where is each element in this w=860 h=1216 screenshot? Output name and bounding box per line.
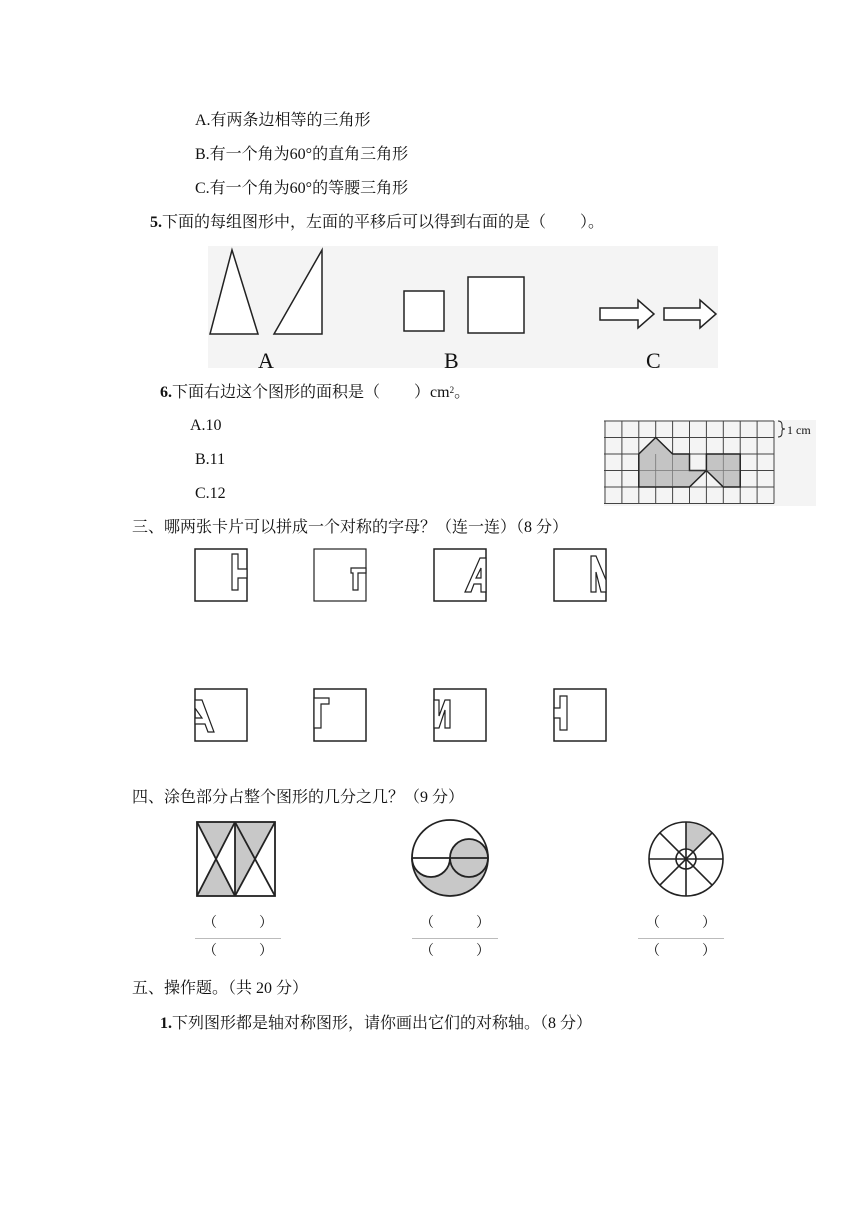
- paren-open: （: [203, 944, 217, 959]
- q4-option-b: B.有一个角为60°的直角三角形: [195, 146, 409, 163]
- paren-close: ）: [702, 916, 716, 931]
- q5-b-small-square: [404, 291, 444, 331]
- paren-close: ）: [259, 916, 273, 931]
- card-bottom-2[interactable]: [313, 688, 367, 742]
- paren-open: （: [203, 916, 217, 931]
- q6-text: 下面右边这个图形的面积是（: [172, 384, 381, 401]
- q6-end: 。: [454, 384, 471, 401]
- fraction-figure-3: [647, 820, 725, 898]
- q5-b-large-square: [468, 277, 524, 333]
- q6-option-c: C.12: [195, 485, 226, 502]
- paren-close: ）: [259, 944, 273, 959]
- q6-unit: ）cm: [414, 384, 450, 401]
- q4-option-a: A.有两条边相等的三角形: [195, 112, 371, 129]
- q5-text: 下面的每组图形中，左面的平移后可以得到右面的是（: [162, 214, 547, 231]
- paren-open: （: [646, 916, 660, 931]
- fraction-answer-1[interactable]: [195, 916, 281, 960]
- section5-q1-number: 1.: [160, 1015, 172, 1032]
- fraction-bar: [195, 938, 281, 939]
- fraction-answer-2[interactable]: [412, 916, 498, 960]
- section5-title: 五、操作题。（共 20 分）: [132, 980, 309, 997]
- card-bottom-1[interactable]: [194, 688, 248, 742]
- section5-q1-text: 下列图形都是轴对称图形，请你画出它们的对称轴。（8 分）: [172, 1015, 593, 1032]
- paren-close: ）: [702, 944, 716, 959]
- q5-label-a: A: [258, 348, 274, 373]
- paren-close: ）: [476, 916, 490, 931]
- card-top-3[interactable]: [433, 548, 487, 602]
- fraction-bar: [638, 938, 724, 939]
- q5-question: [150, 213, 604, 233]
- q6-unit-sup: 2: [449, 385, 455, 395]
- paren-open: （: [420, 944, 434, 959]
- q5-number: 5.: [150, 214, 162, 231]
- q6-scale-label: 1 cm: [787, 423, 811, 437]
- fraction-figure-1: [195, 820, 277, 898]
- q5-figure: [208, 246, 718, 368]
- fraction-figure-2: [410, 818, 490, 898]
- paren-close: ）: [476, 944, 490, 959]
- card-top-4[interactable]: [553, 548, 607, 602]
- fraction-bar: [412, 938, 498, 939]
- q6-number: 6.: [160, 384, 172, 401]
- q6-question: [160, 383, 470, 403]
- q5-label-c: C: [646, 348, 661, 373]
- section3-title: 三、哪两张卡片可以拼成一个对称的字母？（连一连）（8 分）: [132, 519, 569, 536]
- card-bottom-4[interactable]: [553, 688, 607, 742]
- card-bottom-3[interactable]: [433, 688, 487, 742]
- q5-text-end: ）。: [580, 214, 605, 231]
- section5-q1: [160, 1014, 592, 1034]
- paren-open: （: [646, 944, 660, 959]
- section4-title: 四、涂色部分占整个图形的几分之几？（9 分）: [132, 789, 465, 806]
- card-top-2[interactable]: [313, 548, 367, 602]
- q6-option-a: A.10: [190, 417, 222, 434]
- q4-option-c: C.有一个角为60°的等腰三角形: [195, 180, 409, 197]
- paren-open: （: [420, 916, 434, 931]
- fraction-answer-3[interactable]: [638, 916, 724, 960]
- card-top-1[interactable]: [194, 548, 248, 602]
- q5-label-b: B: [444, 348, 459, 373]
- q6-option-b: B.11: [195, 451, 226, 468]
- q6-grid-figure: [604, 420, 816, 506]
